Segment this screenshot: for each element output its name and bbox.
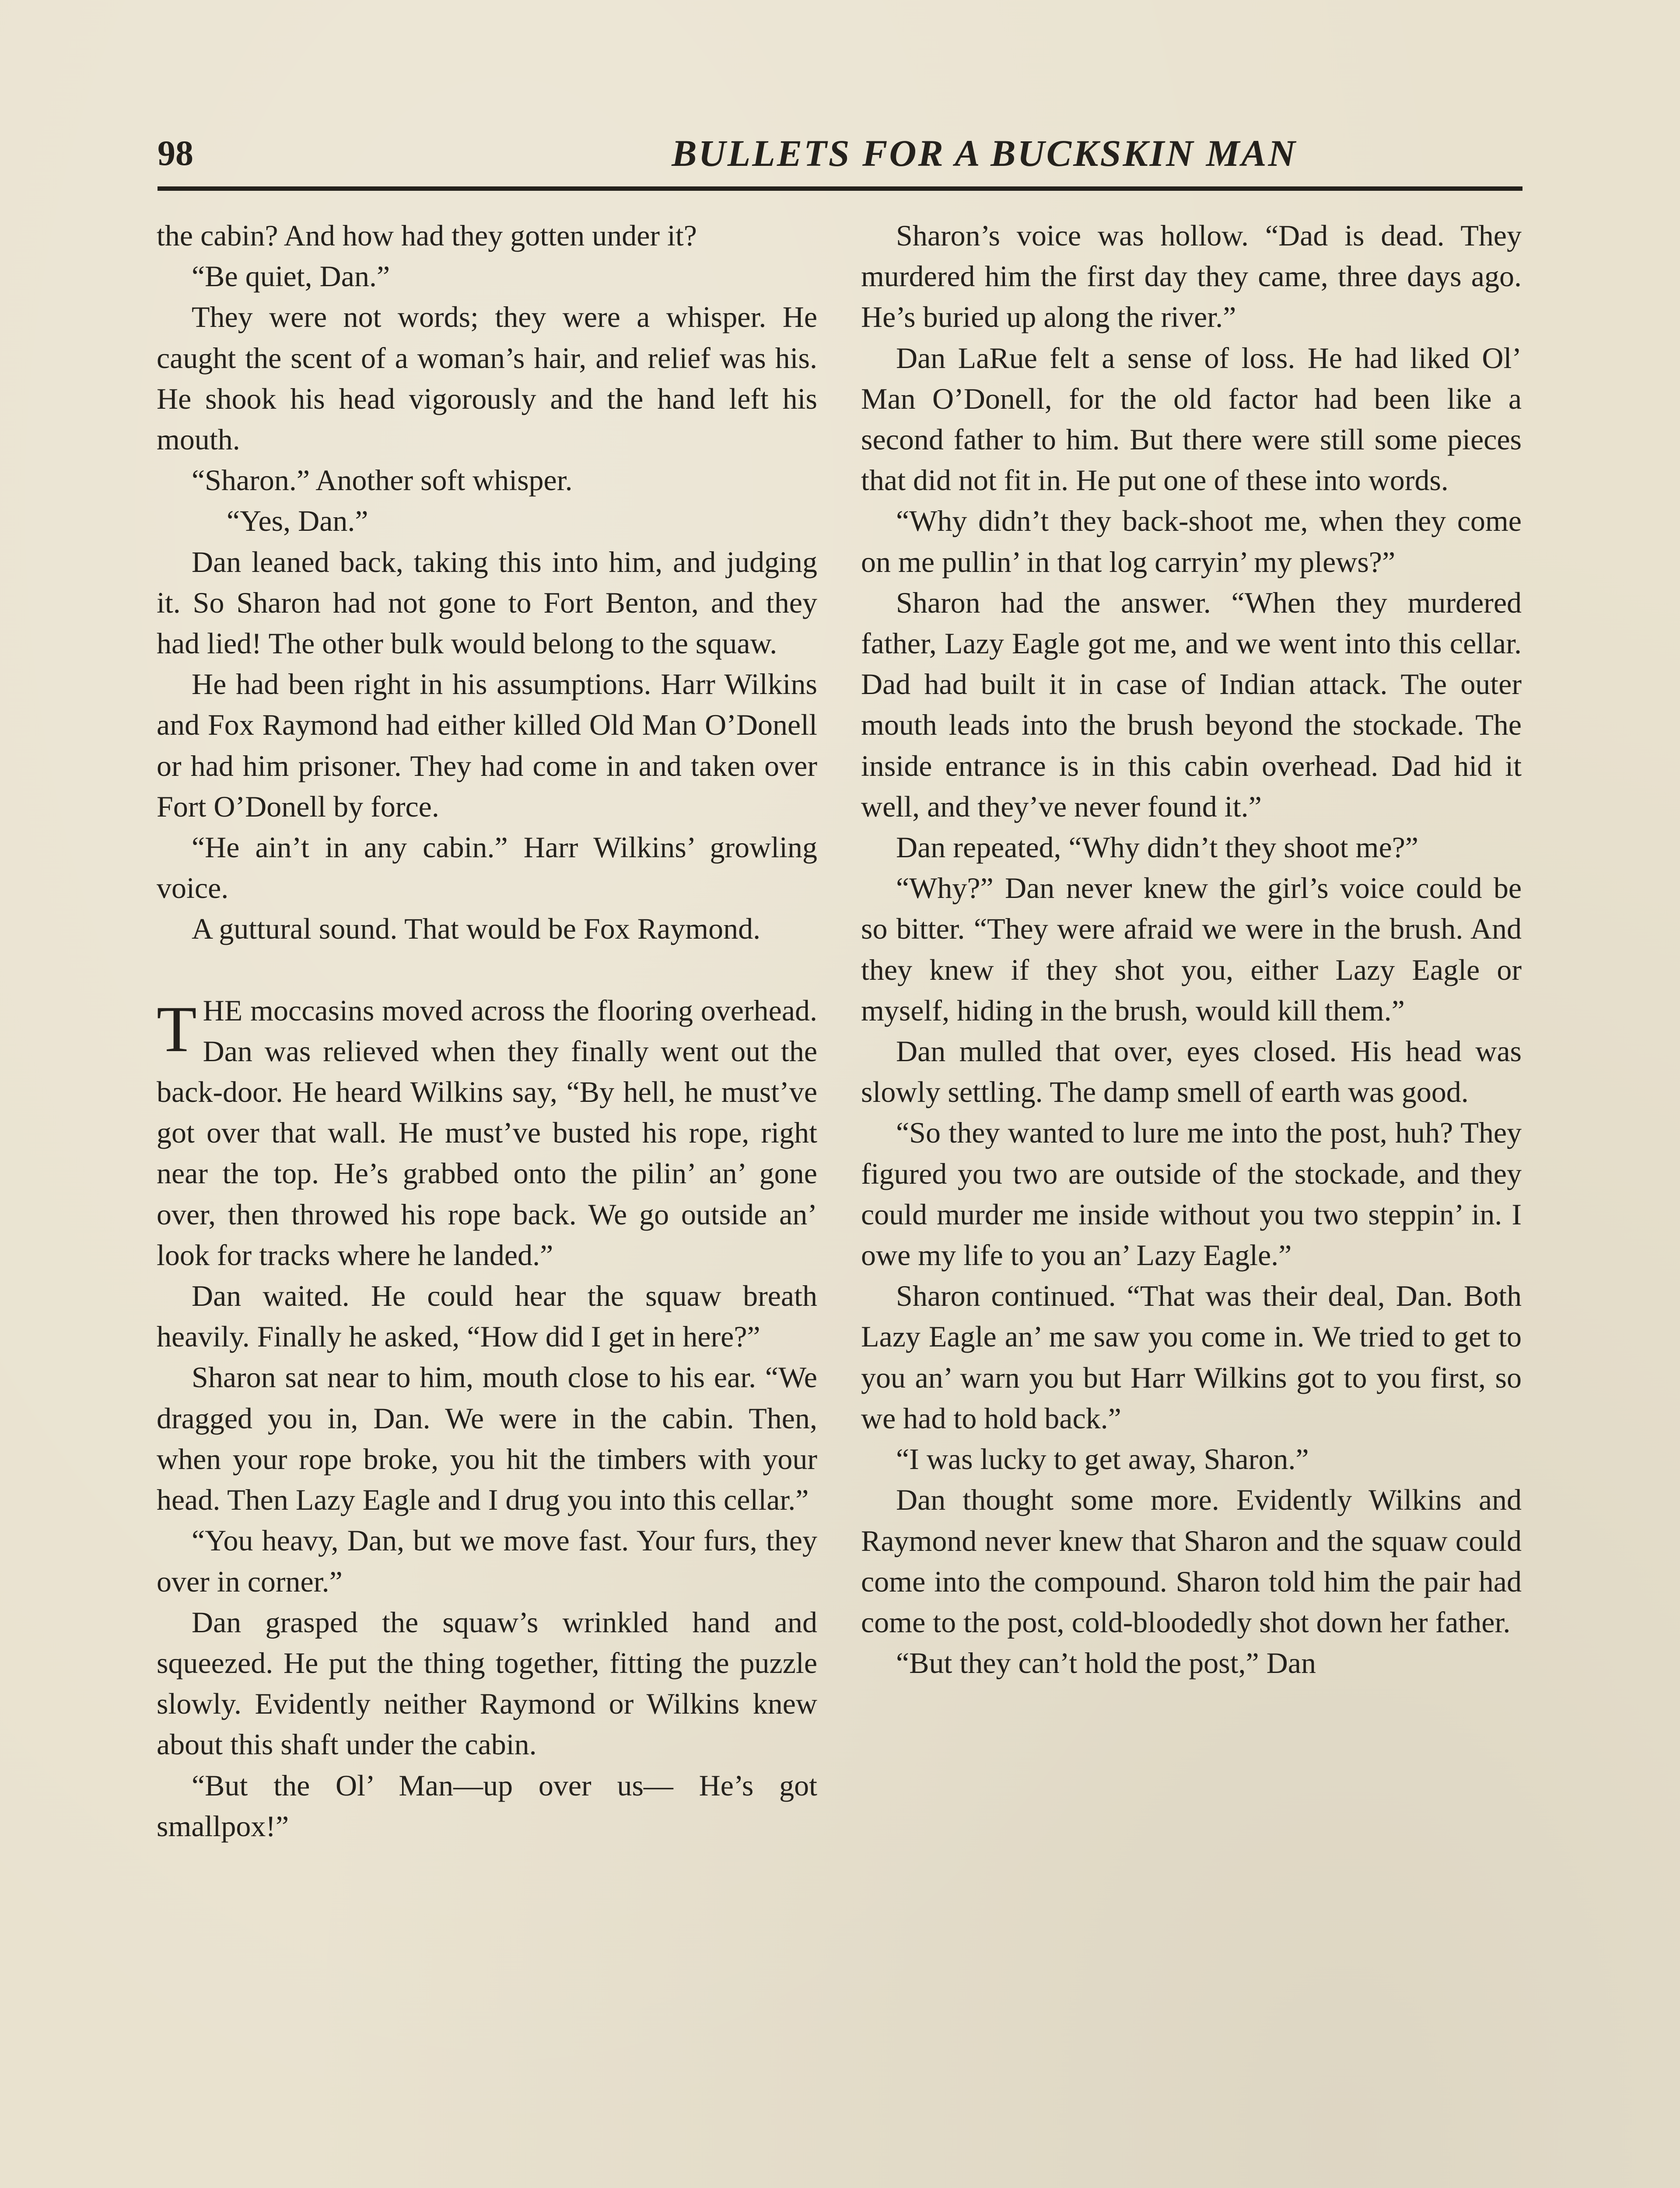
paragraph: Sharon had the answer. “When they murdered father, Lazy Eagle got me, and we went into this cellar. Dad had built it in case of Indian attack. The outer mouth leads into the brush beyond the stockade. The inside entrance is in this cabin overhead. Dad hid it well, and they’ve never found it.”	[861, 586, 1522, 823]
paragraph: “You heavy, Dan, but we move fast. Your furs, they over in corner.”	[157, 1524, 817, 1598]
paragraph-text: HE moccasins moved across the flooring overhead. Dan was relieved when they finally went out the back-door. He heard Wilkins say, “By hell, he must’ve got over that wall. He must’ve busted his rope, right near the top. He’s grabbed onto the pilin’ an’ gone over, then throwed his rope back. We go outside an’ look for tracks where he landed.”	[157, 993, 817, 1272]
paragraph: Dan leaned back, taking this into him, and judging it. So Sharon had not gone to Fort Benton, and they had lied! The other bulk would belong to the squaw.	[157, 545, 817, 660]
paragraph: “So they wanted to lure me into the post, huh? They figured you two are outside of the stockade, and they could murder me inside without you two steppin’ in. I owe my life to you an’ Lazy Eagle.”	[861, 1116, 1522, 1272]
paragraph: “I was lucky to get away, Sharon.”	[896, 1442, 1309, 1476]
paragraph: “Why didn’t they back-shoot me, when they come on me pullin’ in that log carryin’ my plews?”	[861, 504, 1522, 579]
header-rule	[158, 186, 1522, 191]
paragraph: Dan thought some more. Evidently Wilkins and Raymond never knew that Sharon and the squaw could come into the compound. Sharon told him the pair had come to the post, cold-bloodedly shot down her father.	[861, 1483, 1522, 1639]
paragraph: Dan repeated, “Why didn’t they shoot me?”	[896, 831, 1418, 864]
drop-cap: T	[157, 992, 197, 1066]
paragraph: Dan LaRue felt a sense of loss. He had liked Ol’ Man O’Donell, for the old factor had been like a second father to him. But there were still some pieces that did not fit in. He put one of these into words.	[861, 341, 1522, 497]
paragraph: “He ain’t in any cabin.” Harr Wilkins’ growling voice.	[157, 831, 817, 905]
paragraph: Sharon’s voice was hollow. “Dad is dead. They murdered him the first day they came, three days ago. He’s buried up along the river.”	[861, 219, 1522, 334]
paragraph: Dan mulled that over, eyes closed. His head was slowly settling. The damp smell of earth was good.	[861, 1034, 1522, 1109]
paragraph: Dan waited. He could hear the squaw breath heavily. Finally he asked, “How did I get in here?”	[157, 1279, 817, 1353]
page-number: 98	[158, 133, 193, 173]
page-header	[158, 127, 1522, 188]
paragraph: “Be quiet, Dan.”	[192, 259, 390, 293]
paragraph: Sharon sat near to him, mouth close to his ear. “We dragged you in, Dan. We were in the cabin. Then, when your rope broke, you hit the timbers with your head. Then Lazy Eagle and I drug you into this cellar.”	[157, 1360, 817, 1517]
paragraph: the cabin? And how had they gotten under it?	[157, 219, 697, 252]
paragraph: Sharon continued. “That was their deal, Dan. Both Lazy Eagle an’ me saw you come in. We tried to get to you an’ warn you but Harr Wilkins got to you first, so we had to hold back.”	[861, 1279, 1522, 1435]
running-title: BULLETS FOR A BUCKSKIN MAN	[672, 132, 1297, 174]
right-column	[861, 215, 1522, 1683]
left-column	[157, 215, 817, 1847]
paragraph-with-dropcap	[157, 990, 817, 1276]
paragraph: “But they can’t hold the post,” Dan	[896, 1646, 1316, 1680]
paragraph: “But the Ol’ Man—up over us— He’s got smallpox!”	[157, 1768, 817, 1843]
paragraph: “Yes, Dan.”	[227, 504, 368, 538]
paragraph: He had been right in his assumptions. Harr Wilkins and Fox Raymond had either killed Old Man O’Donell or had him prisoner. They had come in and taken over Fort O’Donell by force.	[157, 667, 817, 823]
paragraph: Dan grasped the squaw’s wrinkled hand and squeezed. He put the thing together, fitting the puzzle slowly. Evidently neither Raymond or Wilkins knew about this shaft under the cabin.	[157, 1605, 817, 1761]
paragraph: A guttural sound. That would be Fox Raymond.	[192, 912, 761, 946]
paragraph: They were not words; they were a whisper. He caught the scent of a woman’s hair, and relief was his. He shook his head vigorously and the hand left his mouth.	[157, 300, 817, 456]
section-break	[157, 950, 817, 990]
paragraph: “Why?” Dan never knew the girl’s voice could be so bitter. “They were afraid we were in the brush. And they knew if they shot you, either Lazy Eagle or myself, hiding in the brush, would kill them.”	[861, 871, 1522, 1027]
paragraph: “Sharon.” Another soft whisper.	[192, 463, 573, 497]
